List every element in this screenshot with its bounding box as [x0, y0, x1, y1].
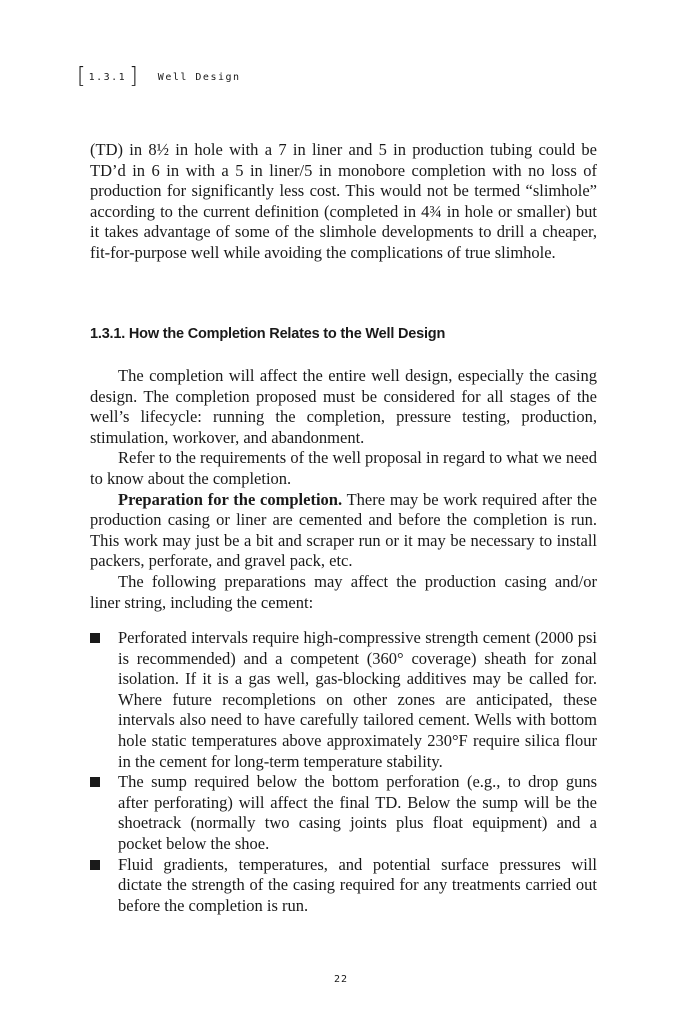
running-head-title: Well Design — [157, 71, 241, 83]
running-head-section-number: 1.3.1 — [88, 71, 127, 83]
list-item-text: The sump required below the bottom perforation (e.g., to drop guns after perforating) will affect the final TD. Below the sump will be the shoetrack (normally two casing joints plus float equipment) and a pocket below the shoe. — [118, 772, 597, 853]
list-item — [90, 772, 597, 854]
body-paragraph-4: The following preparations may affect the production casing and/or liner string, including the cement: — [90, 571, 597, 612]
body-block — [90, 366, 597, 613]
list-item — [90, 628, 597, 772]
list-item — [90, 855, 597, 917]
body-paragraph-1: The completion will affect the entire well design, especially the casing design. The completion proposed must be considered for all stages of the well’s lifecycle: running the completion, pressure testing, production, stimulation, workover, and abandonment. — [90, 366, 597, 447]
page-number: 22 — [333, 974, 349, 985]
square-bullet-icon — [90, 777, 100, 787]
intro-paragraph: (TD) in 8½ in hole with a 7 in liner and 5 in production tubing could be TD’d in 6 in with a 5 in liner/5 in monobore completion with no loss of production for significantly less cost. This would not be termed “slimhole” according to the current definition (completed in 4¾ in hole or smaller) but it takes advantage of some of the slimhole developments to drill a cheaper, fit-for-purpose well while avoiding the complications of true slimhole. — [90, 140, 597, 262]
intro-block — [90, 140, 597, 264]
running-head-open-bracket: [ — [77, 64, 86, 89]
section-heading: 1.3.1. How the Completion Relates to the Well Design — [90, 326, 446, 342]
running-head-close-bracket: ] — [129, 64, 138, 89]
list-item-text: Perforated intervals require high-compressive strength cement (2000 psi is recommended) and a competent (360° coverage) sheath for zonal isolation. If it is a gas well, gas-blocking additives may be called for. Where future recompletions on other zones are anticipated, these intervals also need to have carefully tailored cement. Wells with bottom hole static temperatures above approximately 230°F require silica flour in the cement for long-term temperature stability. — [118, 628, 597, 771]
run-in-heading: Preparation for the completion. — [118, 489, 343, 509]
bullet-list — [90, 628, 597, 916]
list-item-text: Fluid gradients, temperatures, and potential surface pressures will dictate the strength of the casing required for any treatments carried out before the completion is run. — [118, 854, 597, 915]
body-paragraph-2: Refer to the requirements of the well proposal in regard to what we need to know about the completion. — [90, 448, 597, 488]
square-bullet-icon — [90, 860, 100, 870]
square-bullet-icon — [90, 633, 100, 643]
body-paragraph-3 — [90, 490, 597, 572]
body-paragraph-3-text: There may be work required after the production casing or liner are cemented and before the completion is run. This work may just be a bit and scraper run or it may be necessary to install packers, perforate, and gravel pack, etc. — [90, 489, 597, 571]
running-head — [77, 66, 241, 88]
